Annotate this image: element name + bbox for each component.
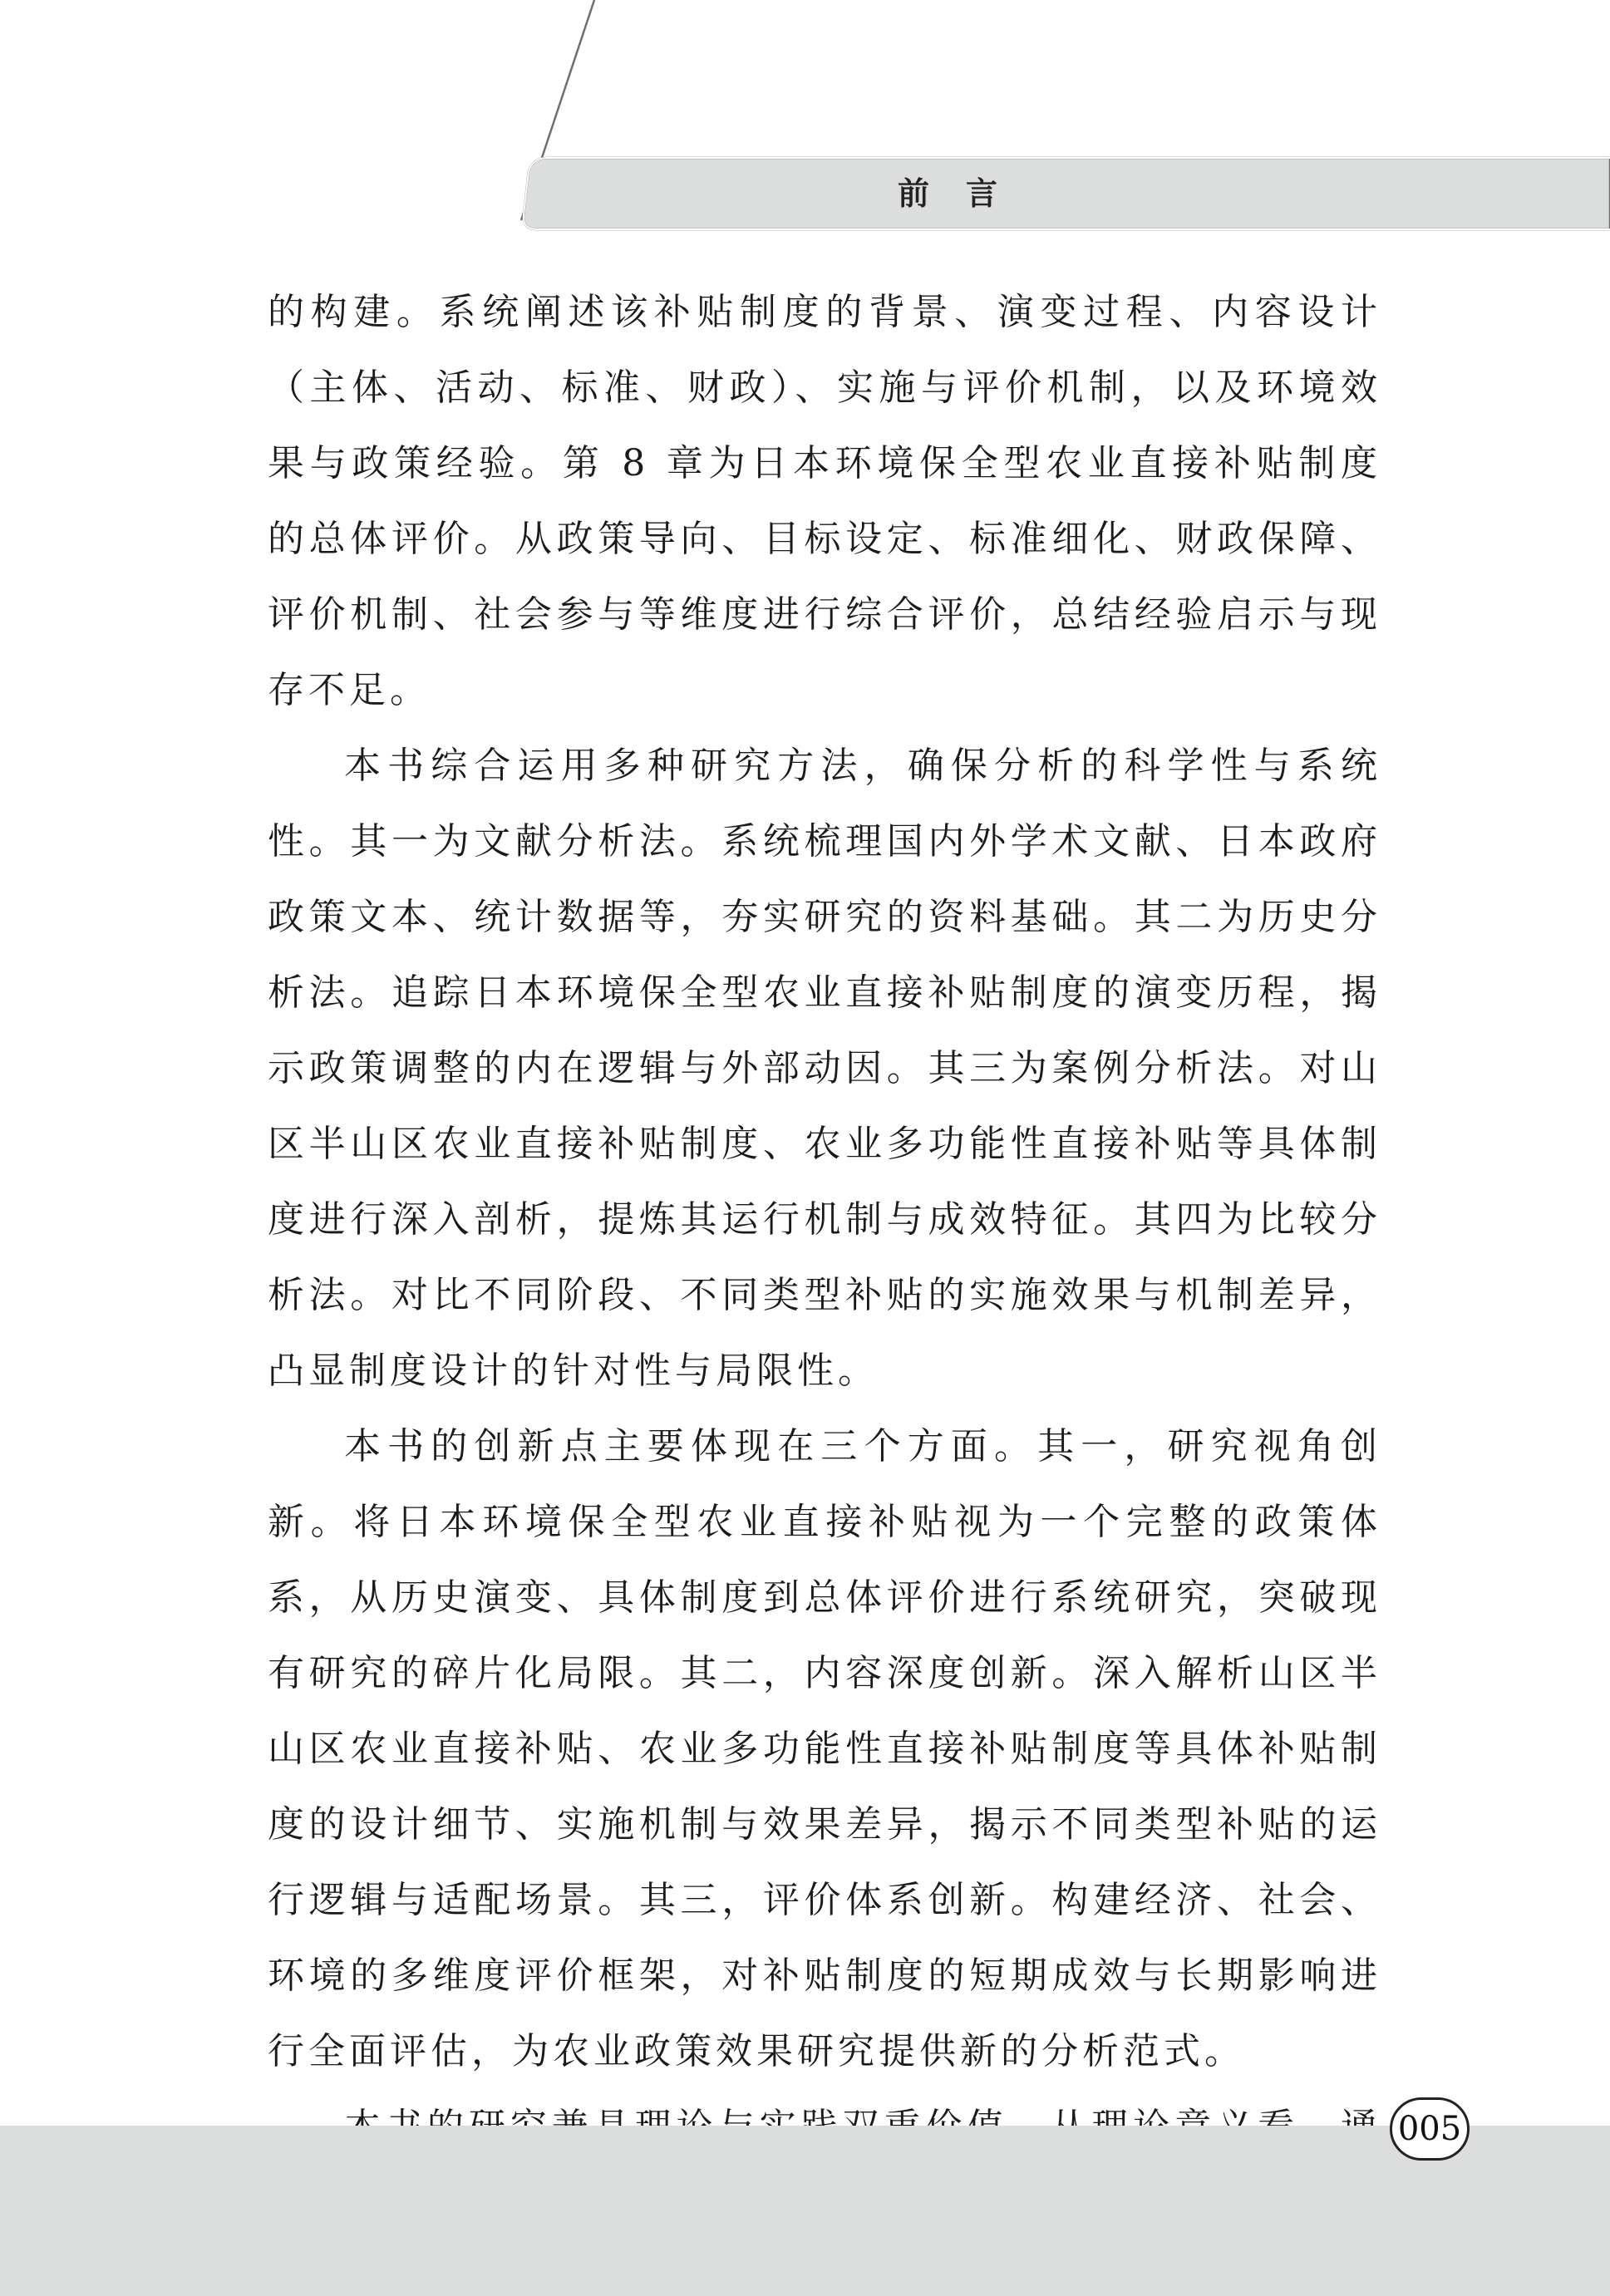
page-number: 005 <box>1390 2097 1470 2161</box>
paragraph-3: 本书的创新点主要体现在三个方面。其一，研究视角创新。将日本环境保全型农业直接补贴视为一个完整的政策体系，从历史演变、具体制度到总体评价进行系统研究，突破现有研究的碎片化局限。其二，内容深度创新。深入解析山区半山区农业直接补贴、农业多功能性直接补贴制度等具体补贴制度的设计细节、实施机制与效果差异，揭示不同类型补贴的运行逻辑与适配场景。其三，评价体系创新。构建经济、社会、环境的多维度评价框架，对补贴制度的短期成效与长期影响进行全面评估，为农业政策效果研究提供新的分析范式。 <box>268 1425 1381 2072</box>
running-header-title: 前言 <box>898 175 1035 212</box>
body-text <box>268 274 1381 2240</box>
footer-band <box>0 2126 1610 2296</box>
header-decoration <box>0 0 1610 249</box>
paragraph-1: 的构建。系统阐述该补贴制度的背景、演变过程、内容设计（主体、活动、标准、财政）、实施与评价机制，以及环境效果与政策经验。第 8 章为日本环境保全型农业直接补贴制度的总体评价。从政策导向、目标设定、标准细化、财政保障、评价机制、社会参与等维度进行综合评价，总结经验启示与现存不足。 <box>268 291 1381 711</box>
paragraph-2: 本书综合运用多种研究方法，确保分析的科学性与系统性。其一为文献分析法。系统梳理国内外学术文献、日本政府政策文本、统计数据等，夯实研究的资料基础。其二为历史分析法。追踪日本环境保全型农业直接补贴制度的演变历程，揭示政策调整的内在逻辑与外部动因。其三为案例分析法。对山区半山区农业直接补贴制度、农业多功能性直接补贴等具体制度进行深入剖析，提炼其运行机制与成效特征。其四为比较分析法。对比不同阶段、不同类型补贴的实施效果与机制差异，凸显制度设计的针对性与局限性。 <box>268 745 1381 1392</box>
